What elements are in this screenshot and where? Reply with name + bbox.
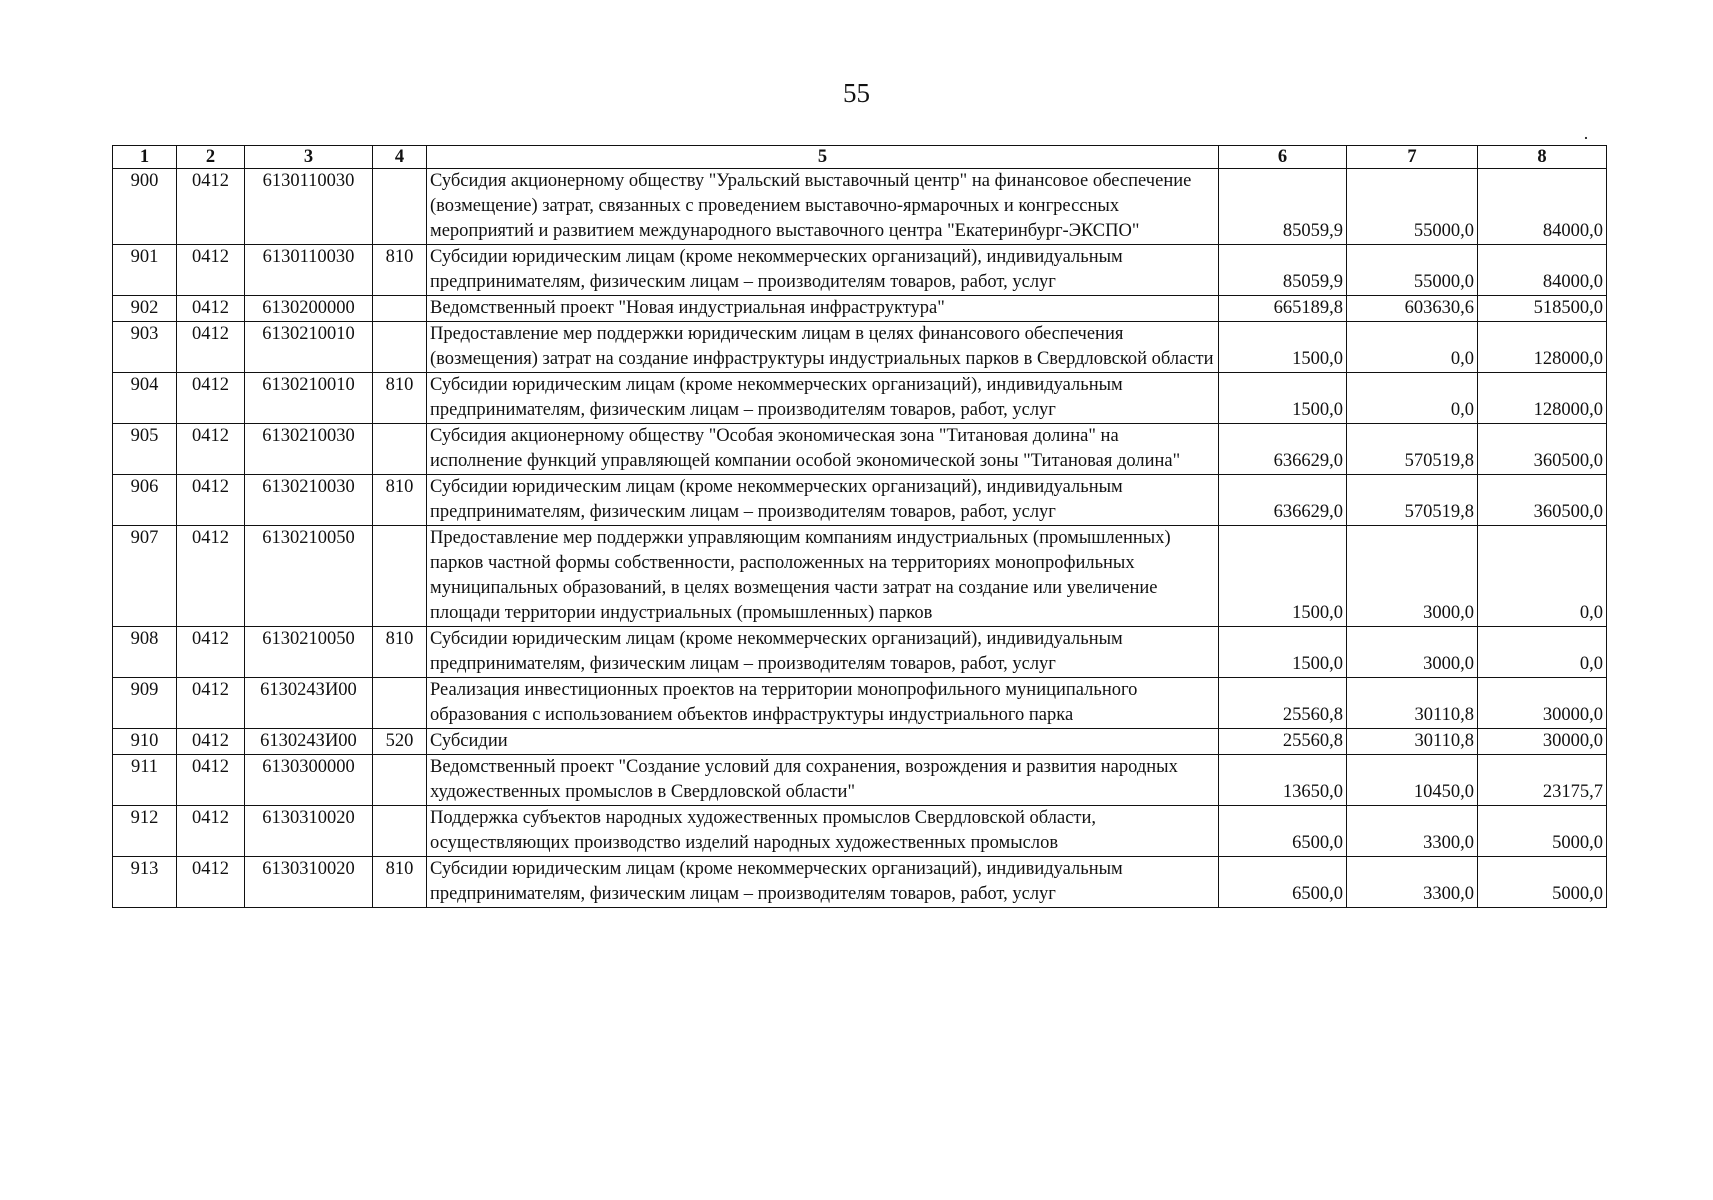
table-body — [113, 169, 1607, 908]
table-row — [113, 755, 1607, 806]
amount-col-6: 1500,0 — [1219, 373, 1347, 424]
amount-col-7: 603630,6 — [1347, 296, 1478, 322]
target-article-code: 6130210010 — [245, 322, 373, 373]
row-number: 903 — [113, 322, 177, 373]
amount-col-8: 23175,7 — [1478, 755, 1607, 806]
item-description: Субсидии юридическим лицам (кроме некоммерческих организаций), индивидуальным предпринимателям, физическим лицам – производителям товаров, работ, услуг — [427, 857, 1219, 908]
amount-col-6: 25560,8 — [1219, 729, 1347, 755]
expense-type-code — [373, 678, 427, 729]
row-number: 901 — [113, 245, 177, 296]
amount-col-7: 570519,8 — [1347, 475, 1478, 526]
amount-col-6: 665189,8 — [1219, 296, 1347, 322]
amount-col-8: 128000,0 — [1478, 322, 1607, 373]
amount-col-7: 3300,0 — [1347, 857, 1478, 908]
target-article-code: 6130300000 — [245, 755, 373, 806]
expense-type-code: 810 — [373, 627, 427, 678]
section-code: 0412 — [177, 296, 245, 322]
header-cell: 7 — [1347, 146, 1478, 169]
target-article-code: 6130210030 — [245, 424, 373, 475]
row-number: 904 — [113, 373, 177, 424]
table-row — [113, 322, 1607, 373]
page-number: 55 — [843, 78, 870, 108]
expense-type-code — [373, 169, 427, 245]
amount-col-8: 5000,0 — [1478, 806, 1607, 857]
amount-col-7: 570519,8 — [1347, 424, 1478, 475]
header-row — [113, 146, 1607, 169]
row-number: 905 — [113, 424, 177, 475]
target-article-code: 6130210050 — [245, 526, 373, 627]
item-description: Субсидии юридическим лицам (кроме некоммерческих организаций), индивидуальным предпринимателям, физическим лицам – производителям товаров, работ, услуг — [427, 475, 1219, 526]
table-row — [113, 296, 1607, 322]
amount-col-8: 360500,0 — [1478, 424, 1607, 475]
section-code: 0412 — [177, 678, 245, 729]
item-description: Поддержка субъектов народных художественных промыслов Свердловской области, осуществляющих производство изделий народных художественных промыслов — [427, 806, 1219, 857]
amount-col-8: 0,0 — [1478, 627, 1607, 678]
section-code: 0412 — [177, 475, 245, 526]
target-article-code: 6130200000 — [245, 296, 373, 322]
target-article-code: 6130110030 — [245, 169, 373, 245]
amount-col-7: 55000,0 — [1347, 169, 1478, 245]
item-description: Субсидии юридическим лицам (кроме некоммерческих организаций), индивидуальным предпринимателям, физическим лицам – производителям товаров, работ, услуг — [427, 627, 1219, 678]
expense-type-code — [373, 526, 427, 627]
item-description: Предоставление мер поддержки управляющим компаниям индустриальных (промышленных) парков частной формы собственности, расположенных на территориях монопрофильных муниципальных образований, в целях возмещения части затрат на создание или увеличение площади территории индустриальных (промышленных) парков — [427, 526, 1219, 627]
header-cell: 8 — [1478, 146, 1607, 169]
amount-col-7: 30110,8 — [1347, 678, 1478, 729]
header-cell: 3 — [245, 146, 373, 169]
target-article-code: 6130110030 — [245, 245, 373, 296]
item-description: Предоставление мер поддержки юридическим лицам в целях финансового обеспечения (возмещения) затрат на создание инфраструктуры индустриальных парков в Свердловской области — [427, 322, 1219, 373]
header-cell: 1 — [113, 146, 177, 169]
row-number: 910 — [113, 729, 177, 755]
amount-col-8: 30000,0 — [1478, 729, 1607, 755]
row-number: 906 — [113, 475, 177, 526]
amount-col-7: 3000,0 — [1347, 627, 1478, 678]
amount-col-7: 3000,0 — [1347, 526, 1478, 627]
section-code: 0412 — [177, 806, 245, 857]
table-row — [113, 169, 1607, 245]
section-code: 0412 — [177, 526, 245, 627]
amount-col-8: 360500,0 — [1478, 475, 1607, 526]
expense-type-code: 810 — [373, 857, 427, 908]
section-code: 0412 — [177, 755, 245, 806]
expense-type-code: 520 — [373, 729, 427, 755]
table-row — [113, 373, 1607, 424]
row-number: 912 — [113, 806, 177, 857]
amount-col-6: 636629,0 — [1219, 424, 1347, 475]
target-article-code: 6130310020 — [245, 806, 373, 857]
section-code: 0412 — [177, 169, 245, 245]
target-article-code: 6130210030 — [245, 475, 373, 526]
section-code: 0412 — [177, 857, 245, 908]
target-article-code: 6130310020 — [245, 857, 373, 908]
expense-type-code: 810 — [373, 245, 427, 296]
expense-type-code — [373, 806, 427, 857]
amount-col-6: 1500,0 — [1219, 526, 1347, 627]
table-row — [113, 526, 1607, 627]
stray-mark: · — [1583, 128, 1589, 148]
table-row — [113, 424, 1607, 475]
table-row — [113, 245, 1607, 296]
expense-type-code — [373, 755, 427, 806]
amount-col-8: 84000,0 — [1478, 169, 1607, 245]
table-header — [113, 146, 1607, 169]
amount-col-6: 1500,0 — [1219, 322, 1347, 373]
item-description: Реализация инвестиционных проектов на территории монопрофильного муниципального образования с использованием объектов инфраструктуры индустриального парка — [427, 678, 1219, 729]
row-number: 907 — [113, 526, 177, 627]
amount-col-8: 84000,0 — [1478, 245, 1607, 296]
amount-col-8: 5000,0 — [1478, 857, 1607, 908]
expense-type-code: 810 — [373, 373, 427, 424]
amount-col-8: 0,0 — [1478, 526, 1607, 627]
target-article-code: 6130210050 — [245, 627, 373, 678]
amount-col-7: 10450,0 — [1347, 755, 1478, 806]
expense-type-code — [373, 424, 427, 475]
row-number: 902 — [113, 296, 177, 322]
amount-col-7: 30110,8 — [1347, 729, 1478, 755]
amount-col-6: 25560,8 — [1219, 678, 1347, 729]
amount-col-6: 636629,0 — [1219, 475, 1347, 526]
item-description: Субсидии юридическим лицам (кроме некоммерческих организаций), индивидуальным предпринимателям, физическим лицам – производителям товаров, работ, услуг — [427, 245, 1219, 296]
table-row — [113, 806, 1607, 857]
expense-type-code — [373, 296, 427, 322]
row-number: 913 — [113, 857, 177, 908]
header-cell: 4 — [373, 146, 427, 169]
amount-col-6: 6500,0 — [1219, 857, 1347, 908]
budget-table — [112, 145, 1607, 908]
header-cell: 2 — [177, 146, 245, 169]
table-row — [113, 729, 1607, 755]
amount-col-8: 128000,0 — [1478, 373, 1607, 424]
row-number: 900 — [113, 169, 177, 245]
amount-col-7: 0,0 — [1347, 322, 1478, 373]
section-code: 0412 — [177, 729, 245, 755]
amount-col-8: 518500,0 — [1478, 296, 1607, 322]
table-row — [113, 678, 1607, 729]
section-code: 0412 — [177, 373, 245, 424]
section-code: 0412 — [177, 627, 245, 678]
row-number: 911 — [113, 755, 177, 806]
amount-col-7: 3300,0 — [1347, 806, 1478, 857]
amount-col-8: 30000,0 — [1478, 678, 1607, 729]
expense-type-code — [373, 322, 427, 373]
amount-col-6: 85059,9 — [1219, 169, 1347, 245]
amount-col-6: 13650,0 — [1219, 755, 1347, 806]
amount-col-7: 55000,0 — [1347, 245, 1478, 296]
table-row — [113, 627, 1607, 678]
section-code: 0412 — [177, 245, 245, 296]
target-article-code: 613024ЗИ00 — [245, 678, 373, 729]
item-description: Субсидии юридическим лицам (кроме некоммерческих организаций), индивидуальным предпринимателям, физическим лицам – производителям товаров, работ, услуг — [427, 373, 1219, 424]
section-code: 0412 — [177, 424, 245, 475]
amount-col-6: 6500,0 — [1219, 806, 1347, 857]
table-row — [113, 475, 1607, 526]
item-description: Ведомственный проект "Создание условий для сохранения, возрождения и развития народных художественных промыслов в Свердловской области" — [427, 755, 1219, 806]
amount-col-6: 1500,0 — [1219, 627, 1347, 678]
amount-col-6: 85059,9 — [1219, 245, 1347, 296]
section-code: 0412 — [177, 322, 245, 373]
item-description: Субсидия акционерному обществу "Уральский выставочный центр" на финансовое обеспечение (возмещение) затрат, связанных с проведением выставочно-ярмарочных и конгрессных мероприятий и развитием международного выставочного центра "Екатеринбург-ЭКСПО" — [427, 169, 1219, 245]
expense-type-code: 810 — [373, 475, 427, 526]
target-article-code: 6130210010 — [245, 373, 373, 424]
item-description: Субсидии — [427, 729, 1219, 755]
row-number: 909 — [113, 678, 177, 729]
row-number: 908 — [113, 627, 177, 678]
target-article-code: 613024ЗИ00 — [245, 729, 373, 755]
item-description: Ведомственный проект "Новая индустриальная инфраструктура" — [427, 296, 1219, 322]
item-description: Субсидия акционерному обществу "Особая экономическая зона "Титановая долина" на исполнение функций управляющей компании особой экономической зоны "Титановая долина" — [427, 424, 1219, 475]
table-row — [113, 857, 1607, 908]
header-cell: 5 — [427, 146, 1219, 169]
header-cell: 6 — [1219, 146, 1347, 169]
amount-col-7: 0,0 — [1347, 373, 1478, 424]
